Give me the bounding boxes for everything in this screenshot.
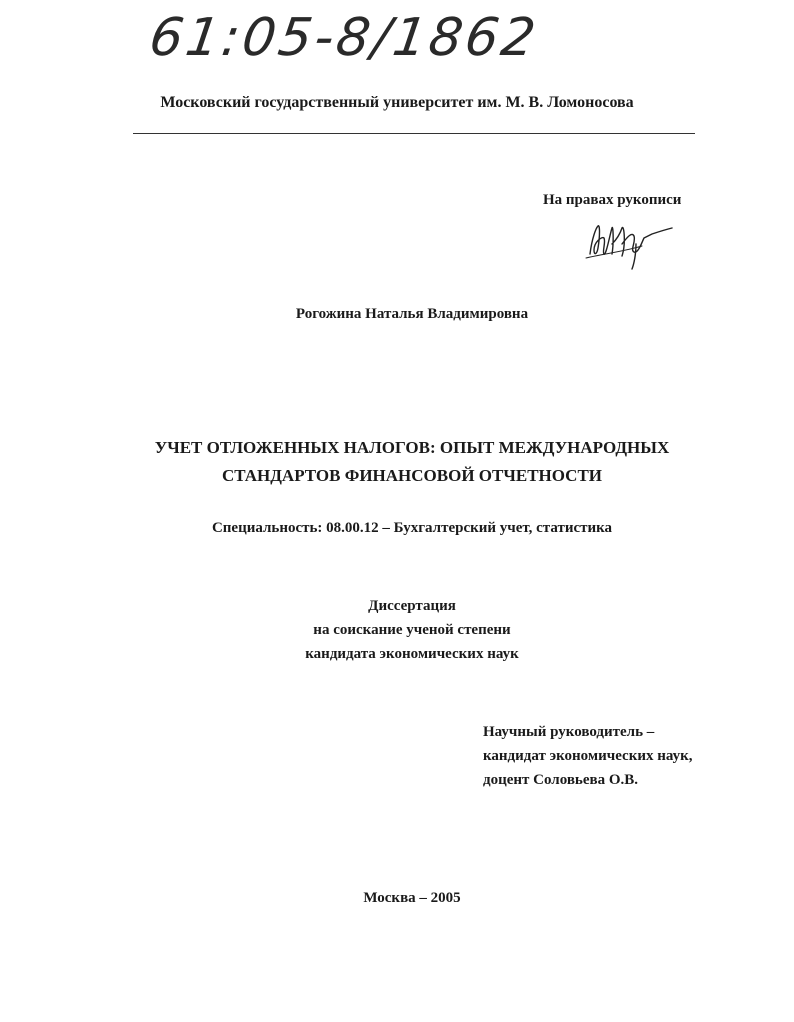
author-name: Рогожина Наталья Владимировна	[295, 306, 529, 322]
degree-line-2: на соискание ученой степени	[313, 622, 511, 638]
header-divider	[133, 133, 695, 134]
city-year: Москва – 2005	[363, 890, 461, 906]
degree-line-3: кандидата экономических наук	[305, 646, 519, 662]
dissertation-title	[0, 434, 794, 490]
dissertation-degree	[0, 594, 794, 666]
specialty-line: Специальность: 08.00.12 – Бухгалтерский учет, статистика	[211, 520, 613, 536]
title-line-1: УЧЕТ ОТЛОЖЕННЫХ НАЛОГОВ: ОПЫТ МЕЖДУНАРОДНЫХ	[154, 438, 670, 457]
title-line-2: СТАНДАРТОВ ФИНАНСОВОЙ ОТЧЕТНОСТИ	[221, 466, 603, 485]
handwritten-code: 61:05-8/1862	[145, 8, 542, 68]
advisor-line-1: Научный руководитель –	[483, 724, 655, 740]
signature-icon	[582, 214, 674, 270]
advisor-line-2: кандидат экономических наук,	[483, 748, 693, 764]
advisor-line-3: доцент Соловьева О.В.	[483, 772, 639, 788]
manuscript-note: На правах рукописи	[543, 192, 682, 208]
university-name: Московский государственный университет им. М. В. Ломоносова	[160, 94, 634, 111]
degree-line-1: Диссертация	[368, 598, 456, 614]
scientific-advisor	[483, 720, 693, 792]
